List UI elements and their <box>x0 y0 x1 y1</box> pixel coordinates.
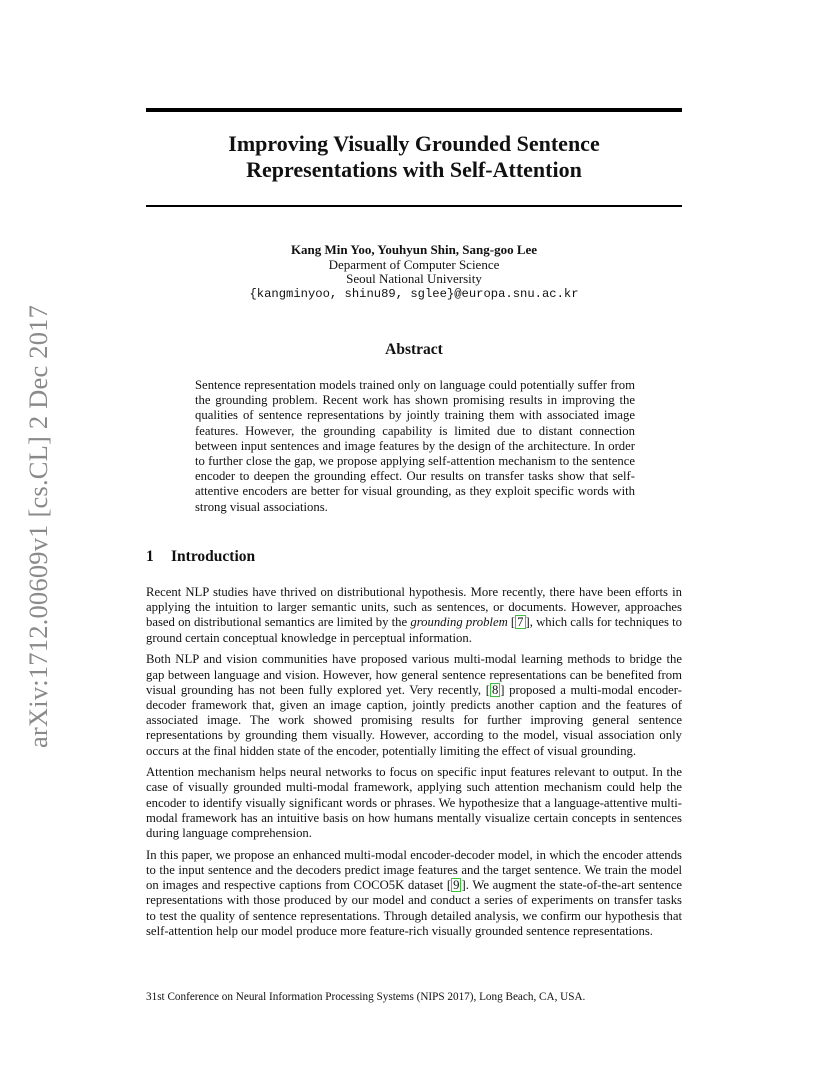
paragraph-4-text-b: . We augment the state-of-the-art sentence representations with those produced by our model and conduct a series of experiments on transfer tasks to test the quality of sentence representations. Through detailed analysis, we confirm our hypothesis that self-attention help our model produce more feature-rich visually grounded sentence representations. <box>146 878 682 938</box>
paper-title <box>146 131 682 183</box>
paragraph-2-text-b: proposed a multi-modal encoder-decoder framework that, given an image caption, jointly predicts another caption and the features of associated image. The work showed promising results for further improving general sentence representations by grounding them visually. However, according to the model, visual association only occurs at the final hidden state of the encoder, potentially limiting the effect of visual grounding. <box>146 682 682 758</box>
arxiv-stamp-text: arXiv:1712.00609v1 [cs.CL] 2 Dec 2017 <box>23 304 54 748</box>
paragraph-3: Attention mechanism helps neural networks to focus on specific input features relevant to output. In the case of visually grounded multi-modal framework, applying such attention mechanism could help the encoder to identify visually significant words or phrases. We hypothesize that a language-attentive multi-modal framework has an intuitive basis on how humans mentally visualize certain concepts in sentences during language comprehension. <box>146 765 682 841</box>
paragraph-1-text-b: , which calls for techniques to ground certain conceptual knowledge in perceptual information. <box>146 615 683 645</box>
section-number: 1 <box>146 548 154 565</box>
title-line-2: Representations with Self-Attention <box>246 157 582 182</box>
paragraph-1-text-a: Recent NLP studies have thrived on distributional hypothesis. More recently, there have been efforts in applying the intuition to larger semantic units, such as sentences, or documents. However, approaches based on distributional semantics are limited by the <box>146 585 682 630</box>
author-names: Kang Min Yoo, Youhyun Shin, Sang-goo Lee <box>290 242 538 257</box>
citation-link[interactable]: 8 <box>491 682 499 697</box>
abstract-text: Sentence representation models trained only on language could potentially suffer from the grounding problem. Recent work has shown promising results in improving the qualities of sentence representations by jointly training them with associated image features. However, the grounding capability is limited due to distant connection between input sentences and image features by the design of the architecture. In order to further close the gap, we propose applying self-attention mechanism to the sentence encoder to deepen the grounding effect. Our results on transfer tasks show that self-attentive encoders are better for visual grounding, as they exploit specific words with strong visual associations. <box>195 378 635 514</box>
conference-footnote: 31st Conference on Neural Information Processing Systems (NIPS 2017), Long Beach, CA, USA. <box>146 991 586 1003</box>
author-university: Seoul National University <box>346 271 482 287</box>
author-block <box>146 243 682 301</box>
paragraph-4: In this paper, we propose an enhanced multi-modal encoder-decoder model, in which the encoder attends to the input sentence and the decoders predict image features and the target sentence. We train the model on images and respective captions from COCO5K dataset [ 9 ]. We augment the state-of-the-art sentence representations with those produced by our model and conduct a series of experiments on transfer tasks to test the quality of sentence representations. Through detailed analysis, we confirm our hypothesis that self-attention help our model produce more feature-rich visually grounded sentence representations. <box>146 847 682 938</box>
emphasis-grounding-problem: grounding problem <box>410 615 508 630</box>
abstract-heading: Abstract <box>385 341 443 358</box>
author-department: Deparment of Computer Science <box>328 256 500 272</box>
title-line-1: Improving Visually Grounded Sentence <box>228 131 600 156</box>
body-text <box>146 585 682 945</box>
citation-link[interactable]: 7 <box>517 615 524 630</box>
paragraph-1: Recent NLP studies have thrived on distributional hypothesis. More recently, there have been efforts in applying the intuition to larger semantic units, such as sentences, or documents. However, approaches based on distributional semantics are limited by the grounding problem [ 7 ], which calls for techniques to ground certain conceptual knowledge in perceptual information. <box>146 585 683 645</box>
citation-link[interactable]: 9 <box>453 878 460 893</box>
paragraph-4-text-a: In this paper, we propose an enhanced multi-modal encoder-decoder model, in which the encoder attends to the input sentence and the decoders predict image features and the target sentence. We train the model on images and respective captions from COCO5K dataset <box>146 847 682 893</box>
author-email: {kangminyoo, shinu89, sglee}@europa.snu.ac.kr <box>249 286 579 301</box>
title-rule-bottom <box>146 205 682 207</box>
arxiv-stamp <box>24 296 54 756</box>
paragraph-2-text-a: Both NLP and vision communities have proposed various multi-modal learning methods to bridge the gap between language and vision. However, how general sentence representations can be benefited from visual grounding has not been fully explored yet. Very recently, <box>146 652 682 697</box>
title-rule-top <box>146 108 682 112</box>
section-heading <box>146 548 255 566</box>
section-title: Introduction <box>171 548 256 565</box>
paragraph-2: Both NLP and vision communities have proposed various multi-modal learning methods to bridge the gap between language and vision. However, how general sentence representations can be benefited from visual grounding has not been fully explored yet. Very recently, [ 8 ] proposed a multi-modal encoder-decoder framework that, given an image caption, jointly predicts another caption and the features of associated image. The work showed promising results for further improving general sentence representations by grounding them visually. However, according to the model, visual association only occurs at the final hidden state of the encoder, potentially limiting the effect of visual grounding. <box>146 652 682 758</box>
